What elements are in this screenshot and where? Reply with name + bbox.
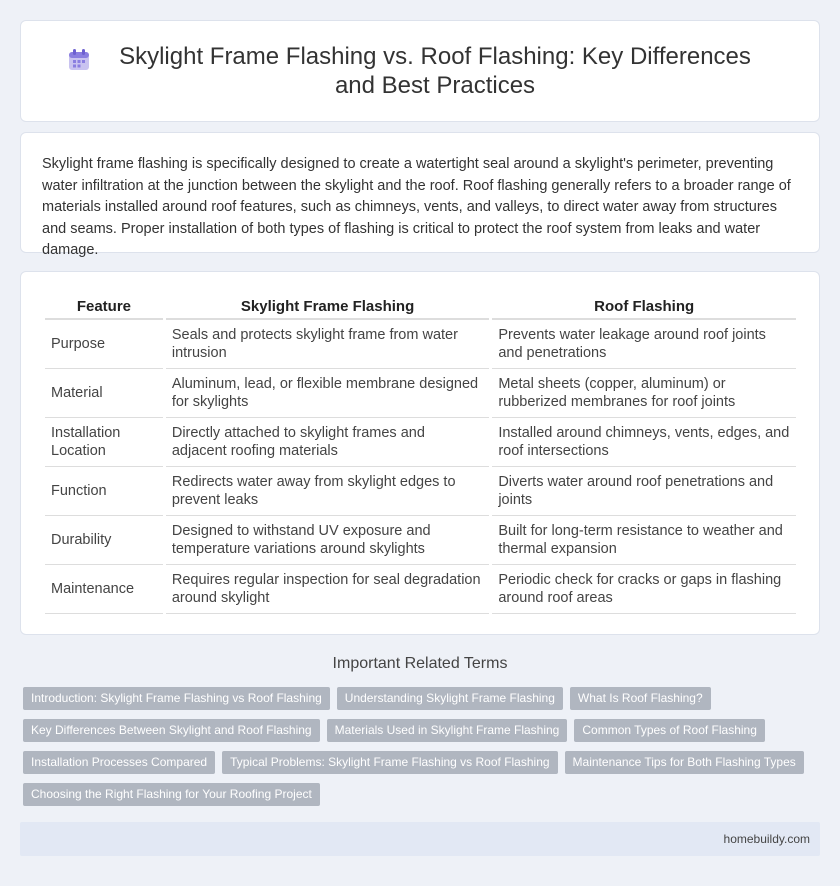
table-cell: Aluminum, lead, or flexible membrane designed for skylights — [166, 369, 489, 418]
table-cell: Designed to withstand UV exposure and temperature variations around skylights — [166, 516, 489, 565]
header-feature: Feature — [45, 293, 163, 320]
table-cell-feature: Installation Location — [45, 418, 163, 467]
related-term-link[interactable]: What Is Roof Flashing? — [570, 687, 711, 710]
header-skylight-frame-flashing: Skylight Frame Flashing — [166, 293, 489, 320]
page-title: Skylight Frame Flashing vs. Roof Flashing: Key Differences and Best Practices — [119, 43, 751, 99]
table-cell-feature: Material — [45, 369, 163, 418]
related-term-link[interactable]: Installation Processes Compared — [23, 751, 215, 774]
table-cell: Prevents water leakage around roof joints and penetrations — [492, 320, 796, 369]
table-cell: Requires regular inspection for seal degradation around skylight — [166, 565, 489, 614]
table-cell-feature: Durability — [45, 516, 163, 565]
related-terms-title: Important Related Terms — [332, 655, 508, 672]
comparison-table — [42, 293, 799, 614]
comparison-card — [20, 271, 820, 635]
table-cell-feature: Purpose — [45, 320, 163, 369]
header-roof-flashing: Roof Flashing — [492, 293, 796, 320]
table-row — [45, 516, 796, 565]
related-terms-list — [23, 687, 813, 815]
related-term-link[interactable]: Maintenance Tips for Both Flashing Types — [565, 751, 804, 774]
related-term-link[interactable]: Choosing the Right Flashing for Your Roofing Project — [23, 783, 320, 806]
related-term-link[interactable]: Common Types of Roof Flashing — [574, 719, 765, 742]
related-term-link[interactable]: Typical Problems: Skylight Frame Flashing vs Roof Flashing — [222, 751, 557, 774]
table-cell: Seals and protects skylight frame from water intrusion — [166, 320, 489, 369]
related-term-link[interactable]: Materials Used in Skylight Frame Flashing — [327, 719, 568, 742]
table-cell: Directly attached to skylight frames and adjacent roofing materials — [166, 418, 489, 467]
table-cell: Redirects water away from skylight edges to prevent leaks — [166, 467, 489, 516]
title-card — [20, 20, 820, 122]
table-cell: Built for long-term resistance to weather and thermal expansion — [492, 516, 796, 565]
table-row — [45, 369, 796, 418]
table-row — [45, 467, 796, 516]
related-term-link[interactable]: Introduction: Skylight Frame Flashing vs Roof Flashing — [23, 687, 330, 710]
table-cell: Installed around chimneys, vents, edges, and roof intersections — [492, 418, 796, 467]
table-row — [45, 320, 796, 369]
table-row — [45, 565, 796, 614]
table-cell-feature: Function — [45, 467, 163, 516]
intro-paragraph: Skylight frame flashing is specifically designed to create a watertight seal around a skylight's perimeter, preventing water infiltration at the junction between the skylight and the roof. Roof flashing generally refers to a broader range of materials installed around roof features, such as chimneys, vents, and valleys, to direct water away from structures and seams. Proper installation of both types of flashing is critical to protect the roof system from leaks and water damage. — [42, 156, 791, 258]
table-cell: Metal sheets (copper, aluminum) or rubberized membranes for roof joints — [492, 369, 796, 418]
table-cell: Periodic check for cracks or gaps in flashing around roof areas — [492, 565, 796, 614]
table-header-row — [45, 293, 796, 320]
intro-card — [20, 132, 820, 258]
table-row — [45, 418, 796, 467]
related-term-link[interactable]: Understanding Skylight Frame Flashing — [337, 687, 563, 710]
table-cell: Diverts water around roof penetrations and joints — [492, 467, 796, 516]
footer — [20, 822, 820, 856]
footer-site-link[interactable]: homebuildy.com — [723, 832, 810, 846]
related-term-link[interactable]: Key Differences Between Skylight and Roof Flashing — [23, 719, 320, 742]
table-cell-feature: Maintenance — [45, 565, 163, 614]
